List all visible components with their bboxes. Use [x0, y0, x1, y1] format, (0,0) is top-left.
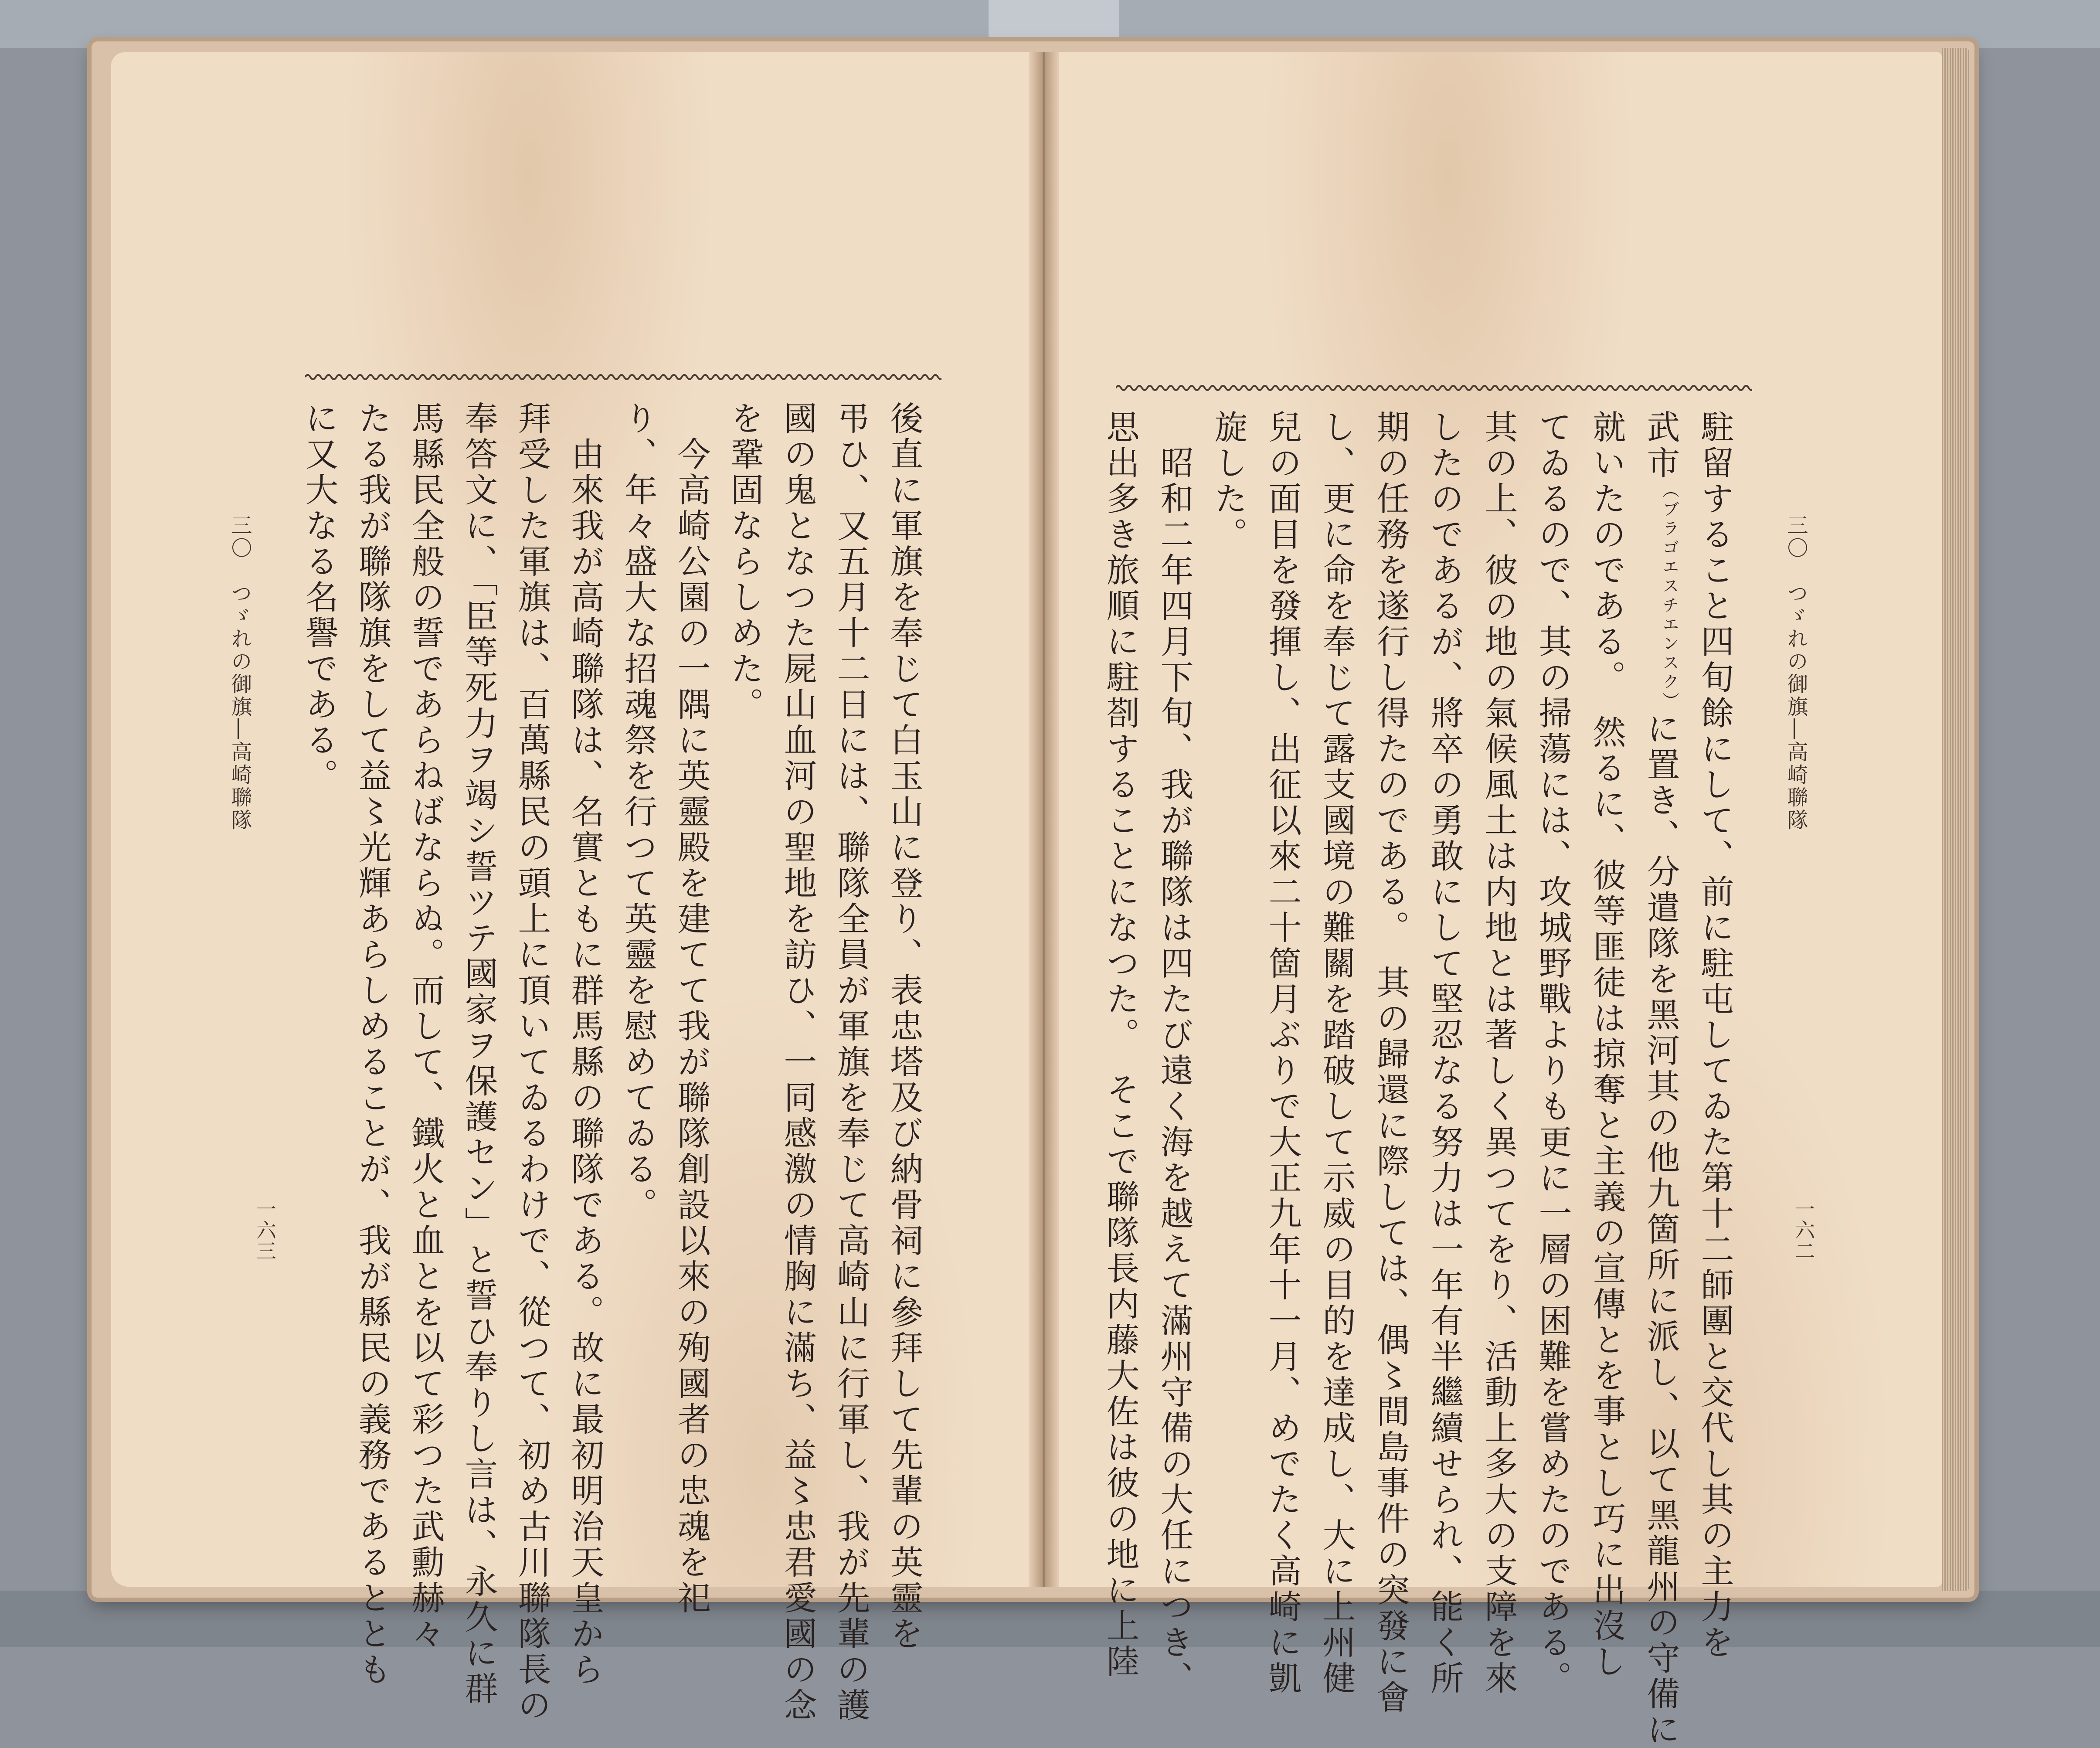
column-text: 駐留すること四旬餘にして、前に駐屯してゐた第十二師團と交代し其の主力を [1696, 410, 1734, 1661]
left-text-column: たる我が聯隊旗をして益〻光輝あらしめることが、我が縣民の義務であるととも [353, 401, 392, 1688]
left-text-column: に又大なる名譽である。 [300, 401, 339, 794]
scanner-bed-bottom [0, 1591, 2100, 1647]
right-text-column [1363, 410, 1418, 1716]
left-wavy-rule [305, 371, 941, 384]
left-text-column: 拜受した軍旗は、百萬縣民の頭上に頂いてゐるわけで、從つて、初め古川聯隊長の [513, 401, 551, 1724]
left-text-column: 弔ひ、又五月十二日には、聯隊全員が軍旗を奉じて高崎山に行軍し、我が先輩の護 [832, 401, 870, 1724]
right-folio: 一六二 [1792, 1199, 1815, 1262]
column-text: てゐるので、其の掃蕩には、攻城野戰よりも更に一層の困難を嘗めたのである。 [1533, 410, 1572, 1697]
right-text-column [1579, 410, 1634, 1680]
left-text-column: 今高崎公園の一隅に英靈殿を建てて我が聯隊創設以來の殉國者の忠魂を祀 [672, 401, 711, 1616]
right-wavy-rule [1116, 381, 1752, 394]
right-text-column [1687, 410, 1743, 1661]
page-edges [1942, 48, 1970, 1591]
left-text-column: 奉答文に、「臣等死力ヲ竭シ誓ツテ國家ヲ保護セン」と誓ひ奉りし言は、永久に群 [459, 401, 498, 1707]
right-text-column [1525, 410, 1580, 1697]
column-text: 兒の面目を發揮し、出征以來二十箇月ぶりで大正九年十一月、めでたく高崎に凱 [1263, 410, 1302, 1697]
right-running-head: 三〇 つゞれの御旗―高崎聯隊 [1784, 514, 1808, 832]
right-text-column [1254, 410, 1310, 1697]
scanner-gutter-shadow [989, 0, 1119, 48]
column-text: に置き、分遣隊を黑河其の他九箇所に派し、以て黑龍州の守備に [1641, 711, 1680, 1748]
column-text: し、更に命を奉じて露支國境の難關を踏破して示威の目的を達成し、大に上州健 [1317, 410, 1356, 1697]
right-text-column [1092, 410, 1148, 1680]
left-text-column: 國の鬼となつた屍山血河の聖地を訪ひ、一同感激の情胸に滿ち、益〻忠君愛國の念 [778, 401, 817, 1724]
furigana-note: （ブラゴエスチエンスク） [1660, 481, 1679, 711]
column-text: したのであるが、將卒の勇敢にして堅忍なる努力は一年有半繼續せられ、能く所 [1425, 410, 1464, 1697]
right-text-column [1417, 410, 1472, 1697]
column-text: 思出多き旅順に駐剳することになつた。 そこで聯隊長内藤大佐は彼の地に上陸 [1101, 410, 1140, 1680]
right-text-column [1146, 410, 1202, 1697]
column-text: 旋した。 [1209, 410, 1248, 553]
left-text-column: 馬縣民全般の誓であらねばならぬ。而して、鐵火と血とを以て彩つた武勳赫々 [406, 401, 445, 1652]
left-text-column: り、年々盛大な招魂祭を行つて英靈を慰めてゐる。 [619, 401, 658, 1223]
right-text-column [1471, 410, 1526, 1697]
column-text: 武市 [1641, 410, 1680, 481]
left-text-column: を鞏固ならしめた。 [725, 401, 764, 723]
left-text-column: 後直に軍旗を奉じて白玉山に登り、表忠塔及び納骨祠に參拜して先輩の英靈を [885, 401, 924, 1652]
left-text-column: 由來我が高崎聯隊は、名實ともに群馬縣の聯隊である。故に最初明治天皇から [566, 401, 605, 1688]
column-text: 昭和二年四月下旬、我が聯隊は四たび遠く海を越えて滿州守備の大任につき、 [1155, 410, 1194, 1697]
book-gutter [1029, 52, 1059, 1587]
left-running-head: 三〇 つゞれの御旗―高崎聯隊 [228, 514, 252, 832]
column-text: 就いたのである。 然るに、彼等匪徒は掠奪と主義の宣傳とを事とし巧に出沒し [1587, 410, 1626, 1680]
left-folio: 一六三 [253, 1199, 277, 1262]
right-text-column [1633, 410, 1689, 1748]
right-text-column [1200, 410, 1256, 553]
right-text-column [1308, 410, 1364, 1697]
column-text: 其の上、彼の地の氣候風土は内地とは著しく異つてをり、活動上多大の支障を來 [1479, 410, 1518, 1697]
column-text: 期の任務を遂行し得たのである。 其の歸還に際しては、偶〻間島事件の突發に會 [1371, 410, 1410, 1716]
